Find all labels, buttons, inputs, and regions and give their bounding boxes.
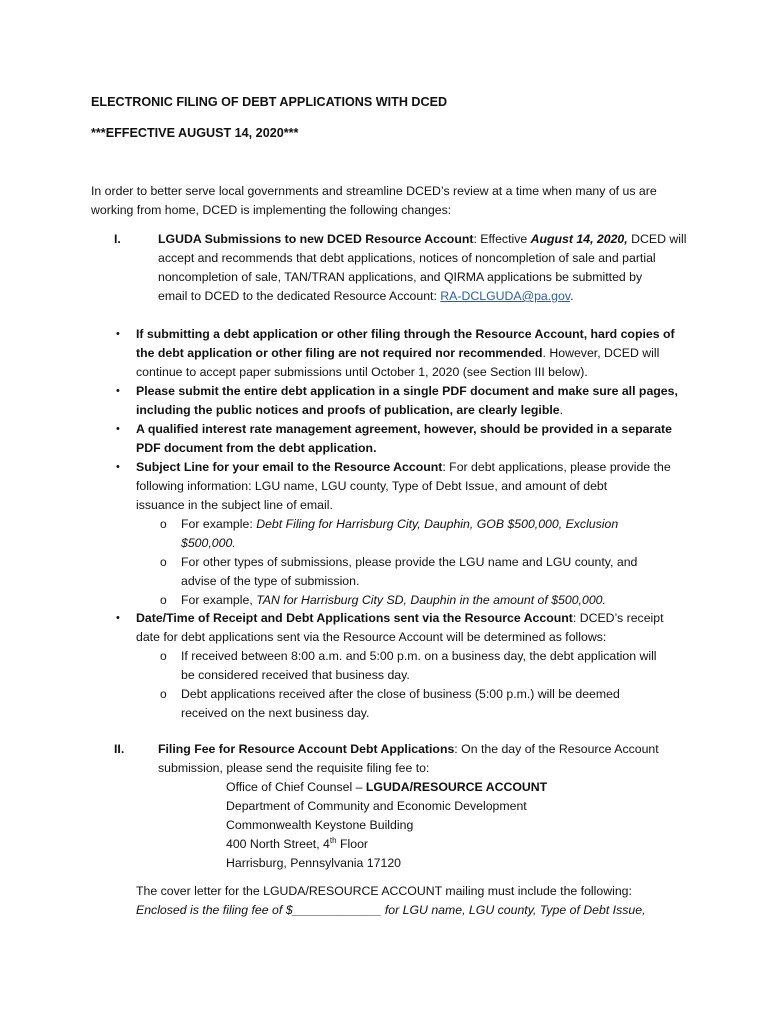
bullet-3-line-1: A qualified interest rate management agreement, however, should be provided in a separate: [136, 422, 672, 436]
section-1-heading: LGUDA Submissions to new DCED Resource Account: [158, 232, 474, 246]
section-1-line-3: noncompletion of sale, TAN/TRAN applications, and QIRMA applications be submitted by: [158, 270, 643, 284]
bullet-icon: •: [116, 423, 120, 435]
bullet-4-line-1: Subject Line for your email to the Resource Account: For debt applications, please provide the: [136, 460, 671, 474]
bullet-4-line-2: following information: LGU name, LGU county, Type of Debt Issue, and amount of debt: [136, 479, 608, 493]
address-line-2: Department of Community and Economic Development: [226, 799, 527, 813]
address-line-5: Harrisburg, Pennsylvania 17120: [226, 856, 401, 870]
sub-bullet-3-line-1: For example, TAN for Harrisburg City SD, Dauphin in the amount of $500,000.: [181, 593, 606, 607]
sub-bullet-icon: o: [160, 687, 167, 701]
cover-letter-template: Enclosed is the filing fee of $_____________ for LGU name, LGU county, Type of Debt Issue,: [136, 903, 646, 917]
address-line-3: Commonwealth Keystone Building: [226, 818, 414, 832]
sub-bullet-icon: o: [160, 555, 167, 569]
bullet-1-line-3: continue to accept paper submissions until October 1, 2020 (see Section III below).: [136, 365, 588, 379]
sub-bullet-1-line-1: For example: Debt Filing for Harrisburg City, Dauphin, GOB $500,000, Exclusion: [181, 517, 619, 531]
sub-bullet-4-line-1: If received between 8:00 a.m. and 5:00 p.m. on a business day, the debt application will: [181, 649, 657, 663]
sub-bullet-icon: o: [160, 649, 167, 663]
section-1-line-2: accept and recommends that debt applications, notices of noncompletion of sale and partial: [158, 251, 656, 265]
cover-letter-instruction: The cover letter for the LGUDA/RESOURCE ACCOUNT mailing must include the following:: [136, 884, 632, 898]
sub-bullet-2-line-1: For other types of submissions, please provide the LGU name and LGU county, and: [181, 555, 638, 569]
bullet-4-line-3: issuance in the subject line of email.: [136, 498, 333, 512]
section-1-line-1: LGUDA Submissions to new DCED Resource Account: Effective August 14, 2020, DCED will: [158, 232, 687, 246]
section-1-numeral: I.: [114, 232, 121, 246]
bullet-5-line-2: date for debt applications sent via the Resource Account will be determined as follows:: [136, 630, 607, 644]
sub-bullet-5-line-2: received on the next business day.: [181, 706, 370, 720]
intro-line-1: In order to better serve local governments and streamline DCED’s review at a time when many of us are: [91, 184, 657, 198]
bullet-icon: •: [116, 385, 120, 397]
sub-bullet-1-line-2: $500,000.: [181, 536, 236, 550]
bullet-5-line-1: Date/Time of Receipt and Debt Applications sent via the Resource Account: DCED’s receipt: [136, 611, 664, 625]
effective-date: August 14, 2020,: [530, 232, 628, 246]
bullet-1-line-1: If submitting a debt application or other filing through the Resource Account, hard copies of: [136, 327, 675, 341]
resource-account-email-link[interactable]: RA-DCLGUDA@pa.gov: [440, 289, 571, 303]
bullet-3-line-2: PDF document from the debt application.: [136, 441, 377, 455]
address-line-1: Office of Chief Counsel – LGUDA/RESOURCE ACCOUNT: [226, 780, 548, 794]
bullet-1-line-2: the debt application or other filing are not required nor recommended. However, DCED will: [136, 346, 660, 360]
sub-bullet-2-line-2: advise of the type of submission.: [181, 574, 360, 588]
sub-bullet-5-line-1: Debt applications received after the close of business (5:00 p.m.) will be deemed: [181, 687, 620, 701]
section-2-numeral: II.: [114, 742, 125, 756]
sub-bullet-icon: o: [160, 593, 167, 607]
sub-bullet-4-line-2: be considered received that business day.: [181, 668, 410, 682]
intro-line-2: working from home, DCED is implementing the following changes:: [91, 203, 452, 217]
section-2-line-1: Filing Fee for Resource Account Debt Applications: On the day of the Resource Account: [158, 742, 659, 756]
document-title: ELECTRONIC FILING OF DEBT APPLICATIONS WITH DCED: [91, 95, 448, 109]
section-2-heading: Filing Fee for Resource Account Debt Applications: [158, 742, 455, 756]
sub-bullet-icon: o: [160, 517, 167, 531]
bullet-2-line-2: including the public notices and proofs of publication, are clearly legible.: [136, 403, 564, 417]
bullet-icon: •: [116, 328, 120, 340]
address-line-4: 400 North Street, 4th Floor: [226, 836, 369, 851]
section-1-line-4: email to DCED to the dedicated Resource Account: RA-DCLGUDA@pa.gov.: [158, 289, 574, 303]
effective-date-banner: ***EFFECTIVE AUGUST 14, 2020***: [91, 126, 299, 140]
bullet-icon: •: [116, 612, 120, 624]
bullet-icon: •: [116, 461, 120, 473]
section-2-line-2: submission, please send the requisite filing fee to:: [158, 761, 430, 775]
bullet-2-line-1: Please submit the entire debt application in a single PDF document and make sure all pages,: [136, 384, 678, 398]
